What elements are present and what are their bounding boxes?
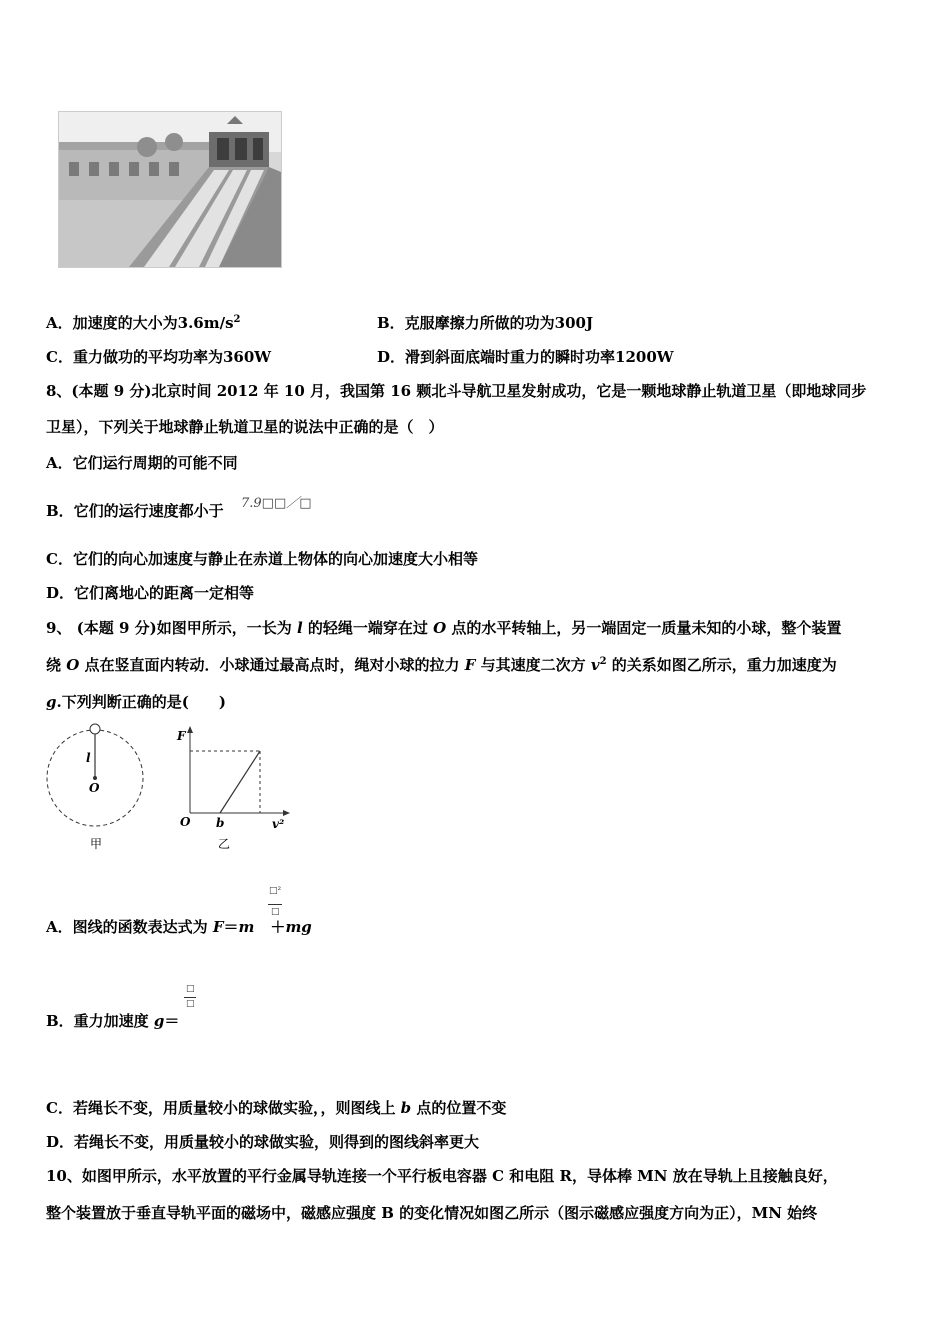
q9-var-v: v: [590, 656, 600, 674]
fig-jia-l-label: l: [86, 751, 91, 765]
q9-c-text: 点的位置不变: [411, 1099, 507, 1117]
q9-text-seg: 绕: [46, 656, 67, 674]
q9-figures: [40, 718, 300, 858]
q9-stem-line1: [46, 617, 841, 638]
q8-option-d: D．它们离地心的距离一定相等: [46, 584, 255, 602]
q9-option-d: D．若绳长不变，用质量较小的球做实验，则得到的图线斜率更大: [46, 1133, 480, 1151]
q7-option-a: [46, 312, 241, 333]
q9-c-text: C．若绳长不变，用质量较小的球做实验，，则图线上: [46, 1099, 401, 1117]
q9-text-seg: 与其速度二次方: [475, 656, 591, 674]
fig-jia-pivot: [93, 776, 97, 780]
q9-b-frac-num: □: [186, 984, 195, 994]
fig-yi-caption: 乙: [218, 837, 231, 851]
fig-yi-F-label: F: [177, 729, 186, 743]
fig-jia-ball: [90, 724, 100, 734]
q8-stem-line2: 卫星），下列关于地球静止轨道卫星的说法中正确的是（ ）: [46, 418, 444, 436]
q8-stem-line1: 8、(本题 9 分)北京时间 2012 年 10 月，我国第 16 颗北斗导航卫星发射成功，它是一颗地球静止轨道卫星（即地球同步: [46, 382, 867, 400]
q9-c-b: b: [400, 1099, 412, 1117]
q9-text-seg: 的轻绳一端穿在过: [302, 619, 434, 637]
q8-option-c: C．它们的向心加速度与静止在赤道上物体的向心加速度大小相等: [46, 550, 478, 568]
q8-option-b-formula-image: 7.9□□／□: [241, 496, 312, 511]
q9-text-seg: 9、 (本题 9 分)如图甲所示，一长为: [46, 619, 297, 637]
q9-text-seg: 点在竖直面内转动．小球通过最高点时，绳对小球的拉力: [79, 656, 465, 674]
q9-a-mg: mg: [285, 918, 312, 936]
q9-a-text: A．图线的函数表达式为: [46, 918, 213, 936]
q9-var-g: g: [46, 693, 57, 711]
q9-b-eq: ＝: [164, 1012, 180, 1030]
q9-a-plus: ＋: [270, 918, 286, 936]
q8-option-b-text: B．它们的运行速度都小于: [46, 502, 224, 520]
q9-a-eq: ＝: [223, 918, 239, 936]
q7-option-c: C．重力做功的平均功率为360W: [46, 348, 272, 366]
q9-stem-line3: [46, 691, 226, 712]
q9-b-frac-den: □: [186, 999, 195, 1009]
q9-var-O: O: [433, 619, 447, 637]
q10-stem-line1: 10、如图甲所示，水平放置的平行金属导轨连接一个平行板电容器 C 和电阻 R，导体棒 MN 放在导轨上且接触良好，: [46, 1167, 838, 1185]
q8-option-b: [46, 500, 224, 521]
q9-text-seg: 点的水平转轴上，另一端固定一质量未知的小球，整个装置: [446, 619, 842, 637]
q9-a-F: F: [212, 918, 224, 936]
q9-a-frac-bar: [268, 904, 282, 905]
q9-sup: 2: [599, 656, 607, 667]
q9-b-text: B．重力加速度: [46, 1012, 154, 1030]
fig-yi-v2-label: v²: [272, 817, 285, 831]
q9-option-b: [46, 1010, 179, 1031]
q9-a-frac-den: □: [271, 907, 280, 917]
q9-stem-line2: [46, 654, 837, 675]
q9-text-seg: 的关系如图乙所示，重力加速度为: [606, 656, 837, 674]
q10-stem-line2: 整个装置放于垂直导轨平面的磁场中，磁感应强度 B 的变化情况如图乙所示（图示磁感应强度方向为正），MN 始终: [46, 1204, 818, 1222]
q8-option-a: A．它们运行周期的可能不同: [46, 454, 238, 472]
q9-var-O: O: [66, 656, 80, 674]
slide-photo: [58, 111, 282, 268]
fig-jia-O-label: O: [89, 781, 100, 795]
fig-yi-b-label: b: [216, 816, 225, 830]
q9-var-l: l: [296, 619, 303, 637]
q9-var-F: F: [464, 656, 476, 674]
q9-a-frac-num: □²: [269, 886, 282, 896]
q9-b-g: g: [153, 1012, 165, 1030]
fig-yi-O-label: O: [180, 815, 191, 829]
q9-option-c: [46, 1097, 506, 1118]
q9-b-frac-bar: [184, 997, 196, 998]
q9-a-m: m: [238, 918, 255, 936]
q9-option-a: [46, 916, 312, 937]
q9-text-seg: .下列判断正确的是( ): [56, 693, 226, 711]
q7-option-a-sup: 2: [233, 314, 241, 325]
fig-jia-caption: 甲: [90, 837, 103, 851]
fig-yi-line: [220, 751, 260, 813]
q7-option-b: B．克服摩擦力所做的功为300J: [377, 314, 594, 332]
q7-option-d: D．滑到斜面底端时重力的瞬时功率1200W: [377, 348, 674, 366]
q7-option-a-text: A．加速度的大小为3.6m/s: [46, 314, 234, 332]
